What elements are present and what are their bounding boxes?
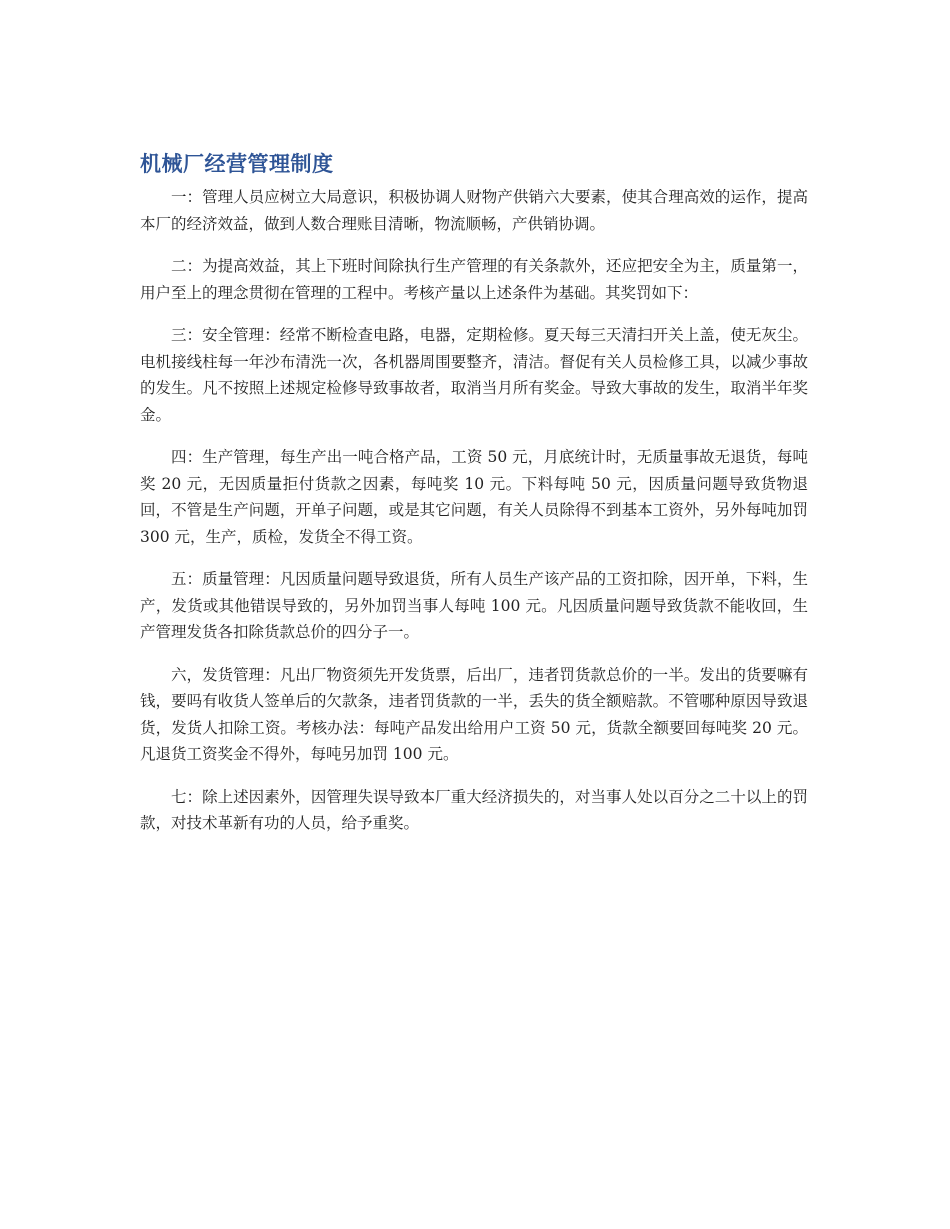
paragraph-4: 四：生产管理，每生产出一吨合格产品，工资 50 元，月底统计时，无质量事故无退货，每吨奖 20 元，无因质量拒付货款之因素，每吨奖 10 元。下料每吨 50 元，因质量问题导致货物退回，不管是生产问题，开单子问题，或是其它问题，有关人员除得不到基本工资外，另外每吨加罚 300 元，生产，质检，发货全不得工资。 — [140, 448, 808, 546]
paragraph-2: 二：为提高效益，其上下班时间除执行生产管理的有关条款外，还应把安全为主，质量第一，用户至上的理念贯彻在管理的工程中。考核产量以上述条件为基础。其奖罚如下： — [140, 257, 808, 302]
paragraph-3: 三：安全管理：经常不断检查电路，电器，定期检修。夏天每三天清扫开关上盖，使无灰尘。电机接线柱每一年沙布清洗一次，各机器周围要整齐，清洁。督促有关人员检修工具，以减少事故的发生。凡不按照上述规定检修导致事故者，取消当月所有奖金。导致大事故的发生，取消半年奖金。 — [140, 326, 808, 424]
paragraph-7: 七：除上述因素外，因管理失误导致本厂重大经济损失的，对当事人处以百分之二十以上的罚款，对技术革新有功的人员，给予重奖。 — [140, 787, 808, 832]
paragraph-6: 六，发货管理：凡出厂物资须先开发货票，后出厂，违者罚货款总价的一半。发出的货要嘛有钱，要吗有收货人签单后的欠款条，违者罚货款的一半，丢失的货全额赔款。不管哪种原因导致退货，发货人扣除工资。考核办法：每吨产品发出给用户工资 50 元，货款全额要回每吨奖 20 元。凡退货工资奖金不得外，每吨另加罚 100 元。 — [140, 665, 808, 763]
document-body — [140, 148, 808, 853]
page-title: 机械厂经营管理制度 — [140, 152, 334, 176]
paragraph-5: 五：质量管理：凡因质量问题导致退货，所有人员生产该产品的工资扣除，因开单，下料，生产，发货或其他错误导致的，另外加罚当事人每吨 100 元。凡因质量问题导致货款不能收回，生产管理发货各扣除货款总价的四分子一。 — [140, 570, 808, 641]
paragraph-1: 一：管理人员应树立大局意识，积极协调人财物产供销六大要素，使其合理高效的运作，提高本厂的经济效益，做到人数合理账目清晰，物流顺畅，产供销协调。 — [140, 188, 808, 233]
